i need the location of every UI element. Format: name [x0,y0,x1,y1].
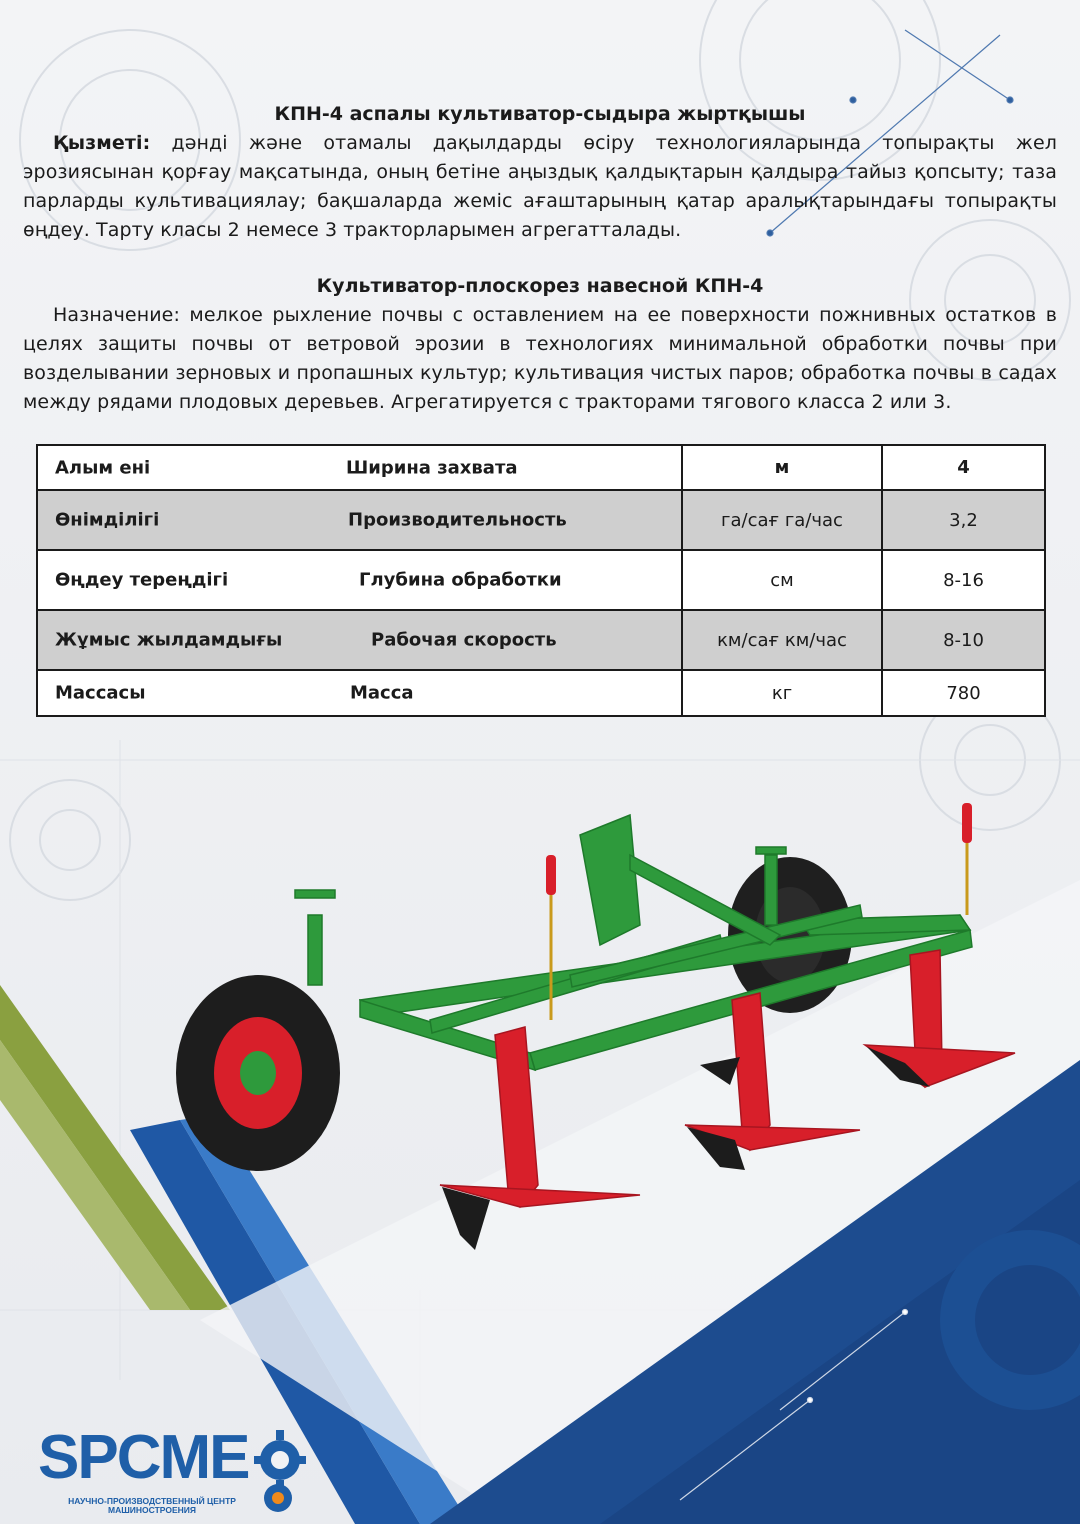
param-unit: кг [682,670,882,716]
kz-purpose-text: дәнді және отамалы дақылдарды өсіру технологияларында топырақты жел эрозиясынан қорғау мақсатында, оның бетіне аңыздық қалдықтарын қалдыра тайыз қопсыту; таза парларды культивациялау; бақшаларда жеміс ағаштарының қатар аралықтарындағы топырақты өңдеу. Тарту класы 2 немесе 3 тракторларымен агрегатталады. [23,132,1057,241]
param-name-ru: Масса [350,682,414,704]
param-name-ru: Производительность [348,509,567,531]
kz-purpose-paragraph [23,129,1057,245]
table-row [37,445,1045,490]
table-row [37,670,1045,716]
ru-description-block [23,272,1057,417]
gear-icon [248,1420,326,1520]
param-name-ru: Ширина захвата [346,457,518,478]
param-name-cell [37,550,682,610]
param-name-kz: Өнімділігі [55,509,160,531]
param-name-cell [37,490,682,550]
spec-table [36,444,1046,717]
param-name-ru: Глубина обработки [359,569,562,591]
logo-subtitle-line1: НАУЧНО-ПРОИЗВОДСТВЕННЫЙ ЦЕНТР [68,1496,236,1506]
param-name-kz: Алым ені [55,457,151,478]
param-name-kz: Жұмыс жылдамдығы [55,629,283,651]
param-value: 4 [882,445,1045,490]
cultivator-image [160,795,1030,1265]
param-name-cell [37,445,682,490]
param-unit: м [682,445,882,490]
table-row [37,550,1045,610]
param-unit: см [682,550,882,610]
param-name-ru: Рабочая скорость [371,629,557,651]
kz-title: КПН-4 аспалы культиватор-сыдыра жыртқышы [274,103,806,125]
table-row [37,610,1045,670]
logo-subtitle-line2: МАШИНОСТРОЕНИЯ [108,1505,196,1515]
spcme-logo [36,1420,326,1520]
logo-name: SPCME [38,1423,249,1492]
param-name-cell [37,670,682,716]
wheel-icon [176,975,340,1171]
param-value: 780 [882,670,1045,716]
param-name-kz: Өңдеу тереңдігі [55,569,229,591]
table-row [37,490,1045,550]
ru-purpose-paragraph: Назначение: мелкое рыхление почвы с оставлением на ее поверхности пожнивных остатков в целях защиты почвы от ветровой эрозии в технологиях минимальной обработки почвы при возделывании зерновых и пропашных культур; культивация чистых паров; обработка почвы в садах между рядами плодовых деревьев. Агрегатируется с тракторами тягового класса 2 или 3. [23,304,1057,413]
ru-title: Культиватор-плоскорез навесной КПН-4 [316,275,764,297]
param-unit: км/сағ км/час [682,610,882,670]
param-unit: га/сағ га/час [682,490,882,550]
param-name-kz: Массасы [55,682,146,704]
param-value: 3,2 [882,490,1045,550]
kz-purpose-label: Қызметі: [53,132,151,154]
kz-description-block [23,100,1057,245]
param-name-cell [37,610,682,670]
param-value: 8-10 [882,610,1045,670]
param-value: 8-16 [882,550,1045,610]
